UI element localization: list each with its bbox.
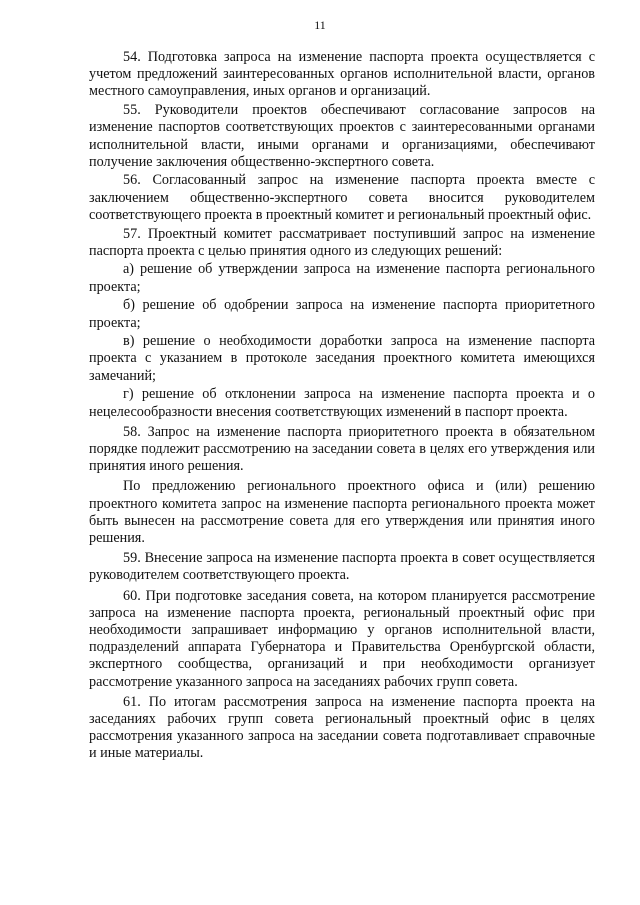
- paragraph-57-b: б) решение об одобрении запроса на изменение паспорта приоритетного проекта;: [89, 297, 595, 331]
- paragraph-57-a: а) решение об утверждении запроса на изменение паспорта регионального проекта;: [89, 261, 595, 295]
- paragraph-57: 57. Проектный комитет рассматривает поступивший запрос на изменение паспорта проекта с целью принятия одного из следующих решений:: [89, 225, 595, 259]
- paragraph-54: 54. Подготовка запроса на изменение паспорта проекта осуществляется с учетом предложений заинтересованных органов исполнительной власти, органов местного самоуправления, иных органов и организаций.: [89, 49, 595, 100]
- page-number: 11: [314, 18, 326, 32]
- paragraph-55: 55. Руководители проектов обеспечивают согласование запросов на изменение паспортов соответствующих проектов с заинтересованными органами исполнительной власти, иными органами и организациями, обеспечивают получение заключения общественно-экспертного совета.: [89, 102, 595, 170]
- paragraph-57-g: г) решение об отклонении запроса на изменение паспорта проекта и о нецелесообразности внесения соответствующих изменений в паспорт проекта.: [89, 386, 595, 420]
- document-body: [89, 49, 595, 764]
- paragraph-58-continued: По предложению регионального проектного офиса и (или) решению проектного комитета запрос на изменение паспорта регионального проекта может быть вынесен на рассмотрение совета для его утверждения или принятия иного решения.: [89, 478, 595, 546]
- paragraph-57-v: в) решение о необходимости доработки запроса на изменение паспорта проекта с указанием в протоколе заседания проектного комитета имеющихся замечаний;: [89, 333, 595, 384]
- paragraph-56: 56. Согласованный запрос на изменение паспорта проекта вместе с заключением общественно-экспертного совета вносится руководителем соответствующего проекта в проектный комитет и региональный проектный офис.: [89, 172, 595, 223]
- paragraph-60: 60. При подготовке заседания совета, на котором планируется рассмотрение запроса на изменение паспорта проекта, региональный проектный офис при необходимости запрашивает информацию у органов исполнительной власти, подразделений аппарата Губернатора и Правительства Оренбургской области, экспертного сообщества, организаций и при необходимости организует рассмотрение указанного запроса на заседаниях рабочих групп совета.: [89, 587, 595, 690]
- paragraph-59: 59. Внесение запроса на изменение паспорта проекта в совет осуществляется руководителем соответствующего проекта.: [89, 550, 595, 584]
- paragraph-61: 61. По итогам рассмотрения запроса на изменение паспорта проекта на заседаниях рабочих групп совета региональный проектный офис в целях рассмотрения указанного запроса на заседании совета подготавливает справочные и иные материалы.: [89, 693, 595, 762]
- paragraph-58: 58. Запрос на изменение паспорта приоритетного проекта в обязательном порядке подлежит рассмотрению на заседании совета в целях его утверждения или принятия иного решения.: [89, 423, 595, 475]
